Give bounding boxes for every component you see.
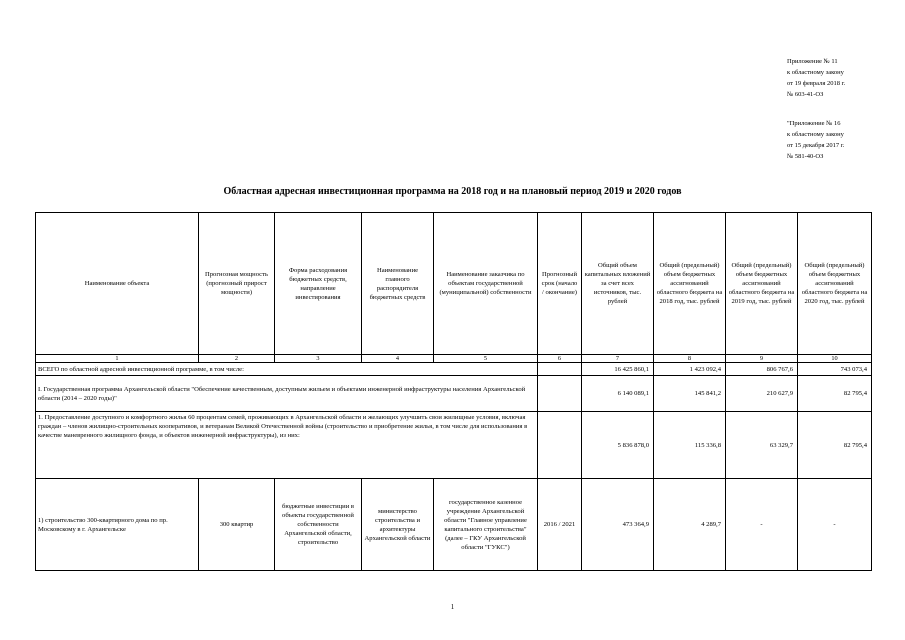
appendix-line: Приложение № 11 [787,58,838,65]
column-number: 5 [434,355,538,363]
appendix-line: № 603-41-ОЗ [787,91,824,98]
page-number: 1 [450,603,455,611]
header-budget-2019: Общий (предельный) объем бюджетных ассигнований областного бюджета на 2019 год, тыс. рублей [726,213,798,355]
total-row [36,363,872,376]
project-period: 2016 / 2021 [538,479,582,571]
appendix-line: от 15 декабря 2017 г. [787,142,845,149]
total-period-cell [538,363,582,376]
column-number: 10 [798,355,872,363]
header-budget-manager: Наименование главного распорядителя бюджетных средств [362,213,434,355]
subprogram-period-cell [538,412,582,479]
program-total-value: 6 140 089,1 [582,376,654,412]
header-period: Прогнозный срок (начало / окончание) [538,213,582,355]
project-spending-form: бюджетные инвестиции в объекты государственной собственности Архангельской области, строительство [275,479,362,571]
subprogram-label: 1. Предоставление доступного и комфортного жилья 60 процентам семей, проживающих в Архангельской области и желающих улучшить свои жилищные условия, включая граждан – членов жилищно-строительных кооперативов, и ветеранам Великой Отечественной войны (строительство и приобретение жилья, в том числе для использования в качестве маневренного жилищного фонда, и объектов инженерной инфраструктуры), из них: [36,412,538,479]
appendix-line: № 581-40-ОЗ [787,153,824,160]
column-number: 9 [726,355,798,363]
project-capacity: 300 квартир [199,479,275,571]
header-total-investment: Общий объем капитальных вложений за счет всех источников, тыс. рублей [582,213,654,355]
header-spending-form: Форма расходования бюджетных средств, направление инвестирования [275,213,362,355]
program-period-cell [538,376,582,412]
appendix-line: от 19 февраля 2018 г. [787,80,846,87]
subprogram-row [36,412,872,479]
column-number: 8 [654,355,726,363]
program-label: I. Государственная программа Архангельской области "Обеспечение качественным, доступным жильем и объектами инженерной инфраструктуры населения Архангельской области (2014 – 2020 годы)" [36,376,538,412]
project-2018-value: 4 289,7 [654,479,726,571]
header-object-name: Наименование объекта [36,213,199,355]
program-2020-value: 82 795,4 [798,376,872,412]
header-budget-2018: Общий (предельный) объем бюджетных ассигнований областного бюджета на 2018 год, тыс. рублей [654,213,726,355]
subprogram-2018-value: 115 336,8 [654,412,726,479]
project-name: 1) строительство 300-квартирного дома по пр. Московскому в г. Архангельске [36,479,199,571]
appendix-reference-current [787,56,899,100]
project-2019-value: - [726,479,798,571]
program-2018-value: 145 841,2 [654,376,726,412]
project-customer: государственное казенное учреждение Архангельской области "Главное управление капитального строительства" (далее – ГКУ Архангельской области "ГУКС") [434,479,538,571]
subprogram-2019-value: 63 329,7 [726,412,798,479]
investment-program-table [35,212,872,571]
total-2019-value: 806 767,6 [726,363,798,376]
total-label: ВСЕГО по областной адресной инвестиционной программе, в том числе: [36,363,538,376]
column-number: 4 [362,355,434,363]
header-customer: Наименование заказчика по объектам государственной (муниципальной) собственности [434,213,538,355]
project-total-value: 473 364,9 [582,479,654,571]
header-budget-2020: Общий (предельный) объем бюджетных ассигнований областного бюджета на 2020 год, тыс. рублей [798,213,872,355]
project-row [36,479,872,571]
header-capacity: Прогнозная мощность (прогнозный прирост мощности) [199,213,275,355]
project-budget-manager: министерство строительства и архитектуры Архангельской области [362,479,434,571]
subprogram-2020-value: 82 795,4 [798,412,872,479]
column-number: 1 [36,355,199,363]
table-header-row [36,213,872,355]
column-number: 6 [538,355,582,363]
appendix-line: "Приложение № 16 [787,120,841,127]
document-title: Областная адресная инвестиционная программа на 2018 год и на плановый период 2019 и 2020 годов [223,186,682,197]
column-number: 2 [199,355,275,363]
total-2018-value: 1 423 092,4 [654,363,726,376]
total-investment-value: 16 425 860,1 [582,363,654,376]
column-number: 3 [275,355,362,363]
total-2020-value: 743 073,4 [798,363,872,376]
program-row [36,376,872,412]
column-number-row [36,355,872,363]
appendix-line: к областному закону [787,69,844,76]
appendix-line: к областному закону [787,131,844,138]
project-2020-value: - [798,479,872,571]
program-2019-value: 210 627,9 [726,376,798,412]
column-number: 7 [582,355,654,363]
appendix-reference-previous [787,118,899,162]
subprogram-total-value: 5 836 878,0 [582,412,654,479]
